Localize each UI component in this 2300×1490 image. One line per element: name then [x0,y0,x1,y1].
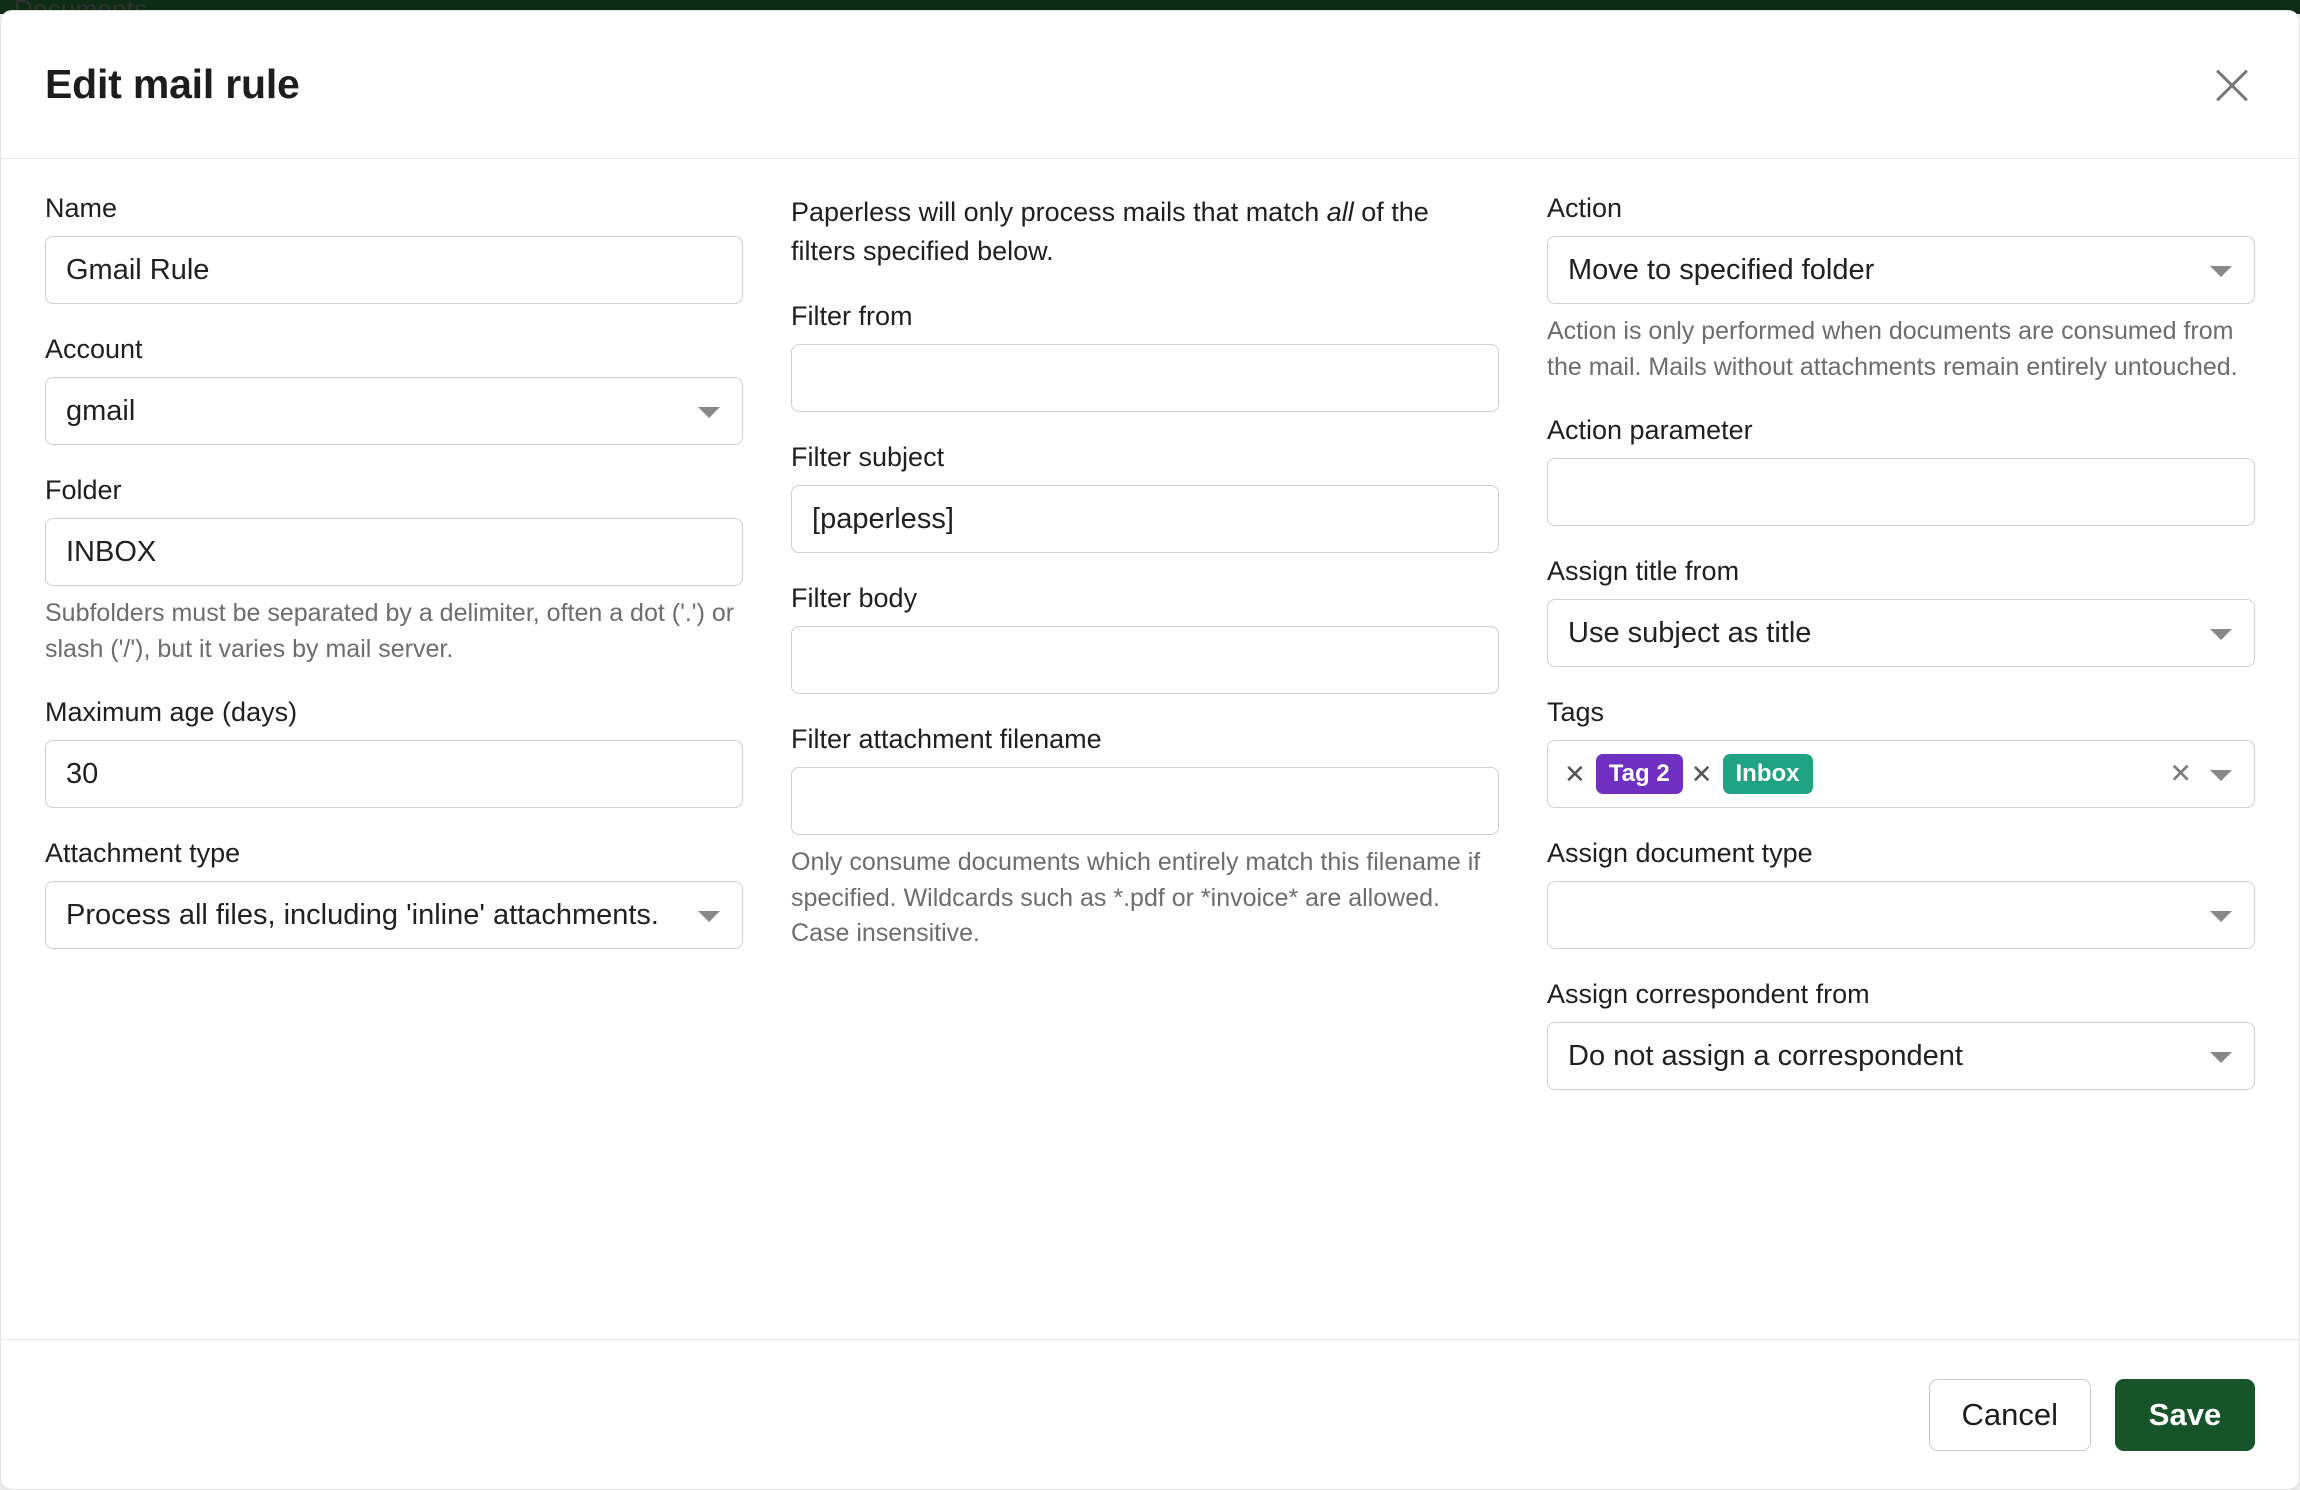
dialog-title: Edit mail rule [45,61,300,107]
chevron-down-icon [698,911,720,922]
action-help-text: Action is only performed when documents are consumed from the mail. Mails without attachments remain entirely untouched. [1547,317,2238,381]
field-filter-attachment-filename [791,724,1499,952]
action-select[interactable] [1547,236,2255,304]
maximum-age-input[interactable]: 30 [45,740,743,808]
assign-title-value: Use subject as title [1568,617,1812,649]
dialog-footer [1,1339,2299,1489]
assign-correspondent-value: Do not assign a correspondent [1568,1040,1963,1072]
tag-chip[interactable] [1691,754,1813,794]
tag-label: Tag 2 [1596,754,1683,794]
folder-input[interactable]: INBOX [45,518,743,586]
filter-attachment-help-text: Only consume documents which entirely match this filename if specified. Wildcards such as *.pdf or *invoice* are allowed. Case insensitive. [791,848,1481,948]
account-select-value: gmail [66,395,136,427]
assign-title-label: Assign title from [1547,556,1740,586]
filters-intro-text [791,193,1499,271]
field-assign-correspondent [1547,979,2255,1090]
attachment-type-select[interactable] [45,881,743,949]
attachment-type-label: Attachment type [45,838,241,868]
folder-help-text: Subfolders must be separated by a delimiter, often a dot ('.') or slash ('/'), but it varies by mail server. [45,599,735,663]
attachment-type-value: Process all files, including 'inline' attachments. [66,899,659,931]
action-select-value: Move to specified folder [1568,254,1875,286]
folder-label: Folder [45,475,122,505]
field-filter-body [791,583,1499,694]
action-parameter-label: Action parameter [1547,415,1753,445]
chevron-down-icon [2210,911,2232,922]
field-action-parameter [1547,415,2255,526]
filter-body-input[interactable] [791,626,1499,694]
tag-chip[interactable] [1564,754,1683,794]
field-filter-subject [791,442,1499,553]
remove-tag-icon[interactable]: ✕ [1690,759,1713,789]
close-icon[interactable] [2209,62,2255,108]
chevron-down-icon [2210,629,2232,640]
intro-part-2: of the filters specified below. [791,197,1429,267]
field-tags [1547,697,2255,808]
intro-emphasis: all [1326,197,1354,227]
name-label: Name [45,193,118,223]
field-folder [45,475,743,667]
field-assign-title-from [1547,556,2255,667]
filter-from-input[interactable] [791,344,1499,412]
maximum-age-label: Maximum age (days) [45,697,298,727]
assign-correspondent-select[interactable] [1547,1022,2255,1090]
field-filter-from [791,301,1499,412]
tags-label: Tags [1547,697,1605,727]
filter-subject-input[interactable]: [paperless] [791,485,1499,553]
tags-select[interactable] [1547,740,2255,808]
intro-part-1: Paperless will only process mails that match [791,197,1327,227]
field-assign-document-type [1547,838,2255,949]
clear-tags-icon[interactable]: ✕ [2169,758,2192,789]
chevron-down-icon [698,407,720,418]
cancel-button[interactable]: Cancel [1929,1379,2092,1451]
field-maximum-age [45,697,743,808]
chevron-down-icon [2210,770,2232,781]
chevron-down-icon [2210,266,2232,277]
assign-doctype-select[interactable] [1547,881,2255,949]
dialog-header [1,11,2299,159]
field-name [45,193,743,304]
filter-subject-label: Filter subject [791,442,945,473]
column-filters [791,193,1499,1339]
action-label: Action [1547,193,1623,223]
assign-doctype-label: Assign document type [1547,838,1813,868]
column-actions [1547,193,2255,1339]
filter-from-label: Filter from [791,301,913,332]
dialog-body [1,159,2299,1339]
edit-mail-rule-dialog [0,10,2300,1490]
chevron-down-icon [2210,1052,2232,1063]
column-rule-settings [45,193,743,1339]
assign-title-select[interactable] [1547,599,2255,667]
filter-attachment-input[interactable] [791,767,1499,835]
filter-body-label: Filter body [791,583,918,614]
assign-correspondent-label: Assign correspondent from [1547,979,1870,1009]
account-select[interactable] [45,377,743,445]
field-action [1547,193,2255,385]
account-label: Account [45,334,143,364]
field-attachment-type [45,838,743,949]
name-input[interactable]: Gmail Rule [45,236,743,304]
save-button[interactable]: Save [2115,1379,2255,1451]
remove-tag-icon[interactable]: ✕ [1564,759,1586,789]
filter-attachment-label: Filter attachment filename [791,724,1102,755]
action-parameter-input[interactable] [1547,458,2255,526]
field-account [45,334,743,445]
tag-label: Inbox [1723,754,1813,794]
